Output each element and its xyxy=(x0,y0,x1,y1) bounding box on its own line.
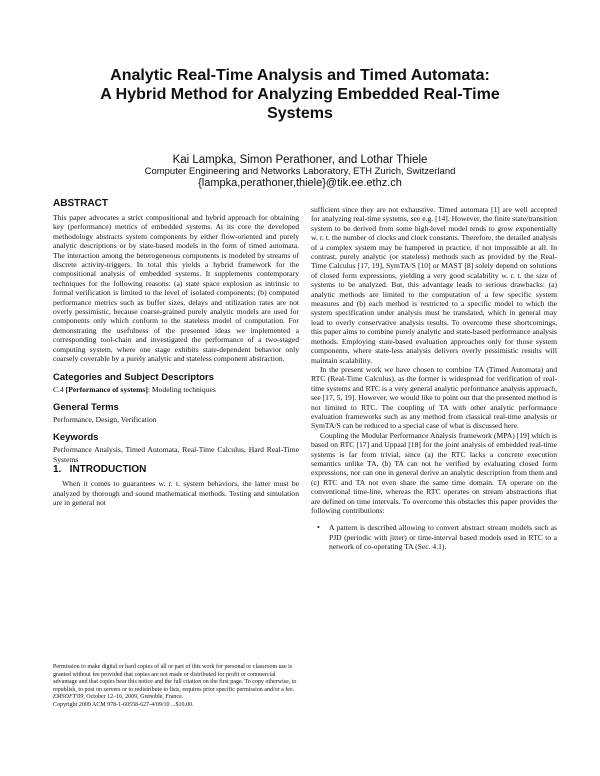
venue-details: October 12–16, 2009, Grenoble, France. xyxy=(84,694,184,701)
venue-line xyxy=(53,694,299,702)
bullet-icon: • xyxy=(317,523,320,533)
categories-rest: : Modeling techniques xyxy=(147,384,216,394)
categories-code: C.4 xyxy=(53,384,64,394)
list-item xyxy=(317,523,557,552)
intro-continued-paragraph: sufficient since they are not exhaustive. Timed automata [1] are well accepted for analyzing real-time systems, see e.g. [14]. However, the finite state/transition system to be derived from some high-level model tends to grow exponentially w. r. t. the number of clocks and clock constants. Therefore, the detailed analysis of a complex system may be hampered in practice, if not impossible at all. In contrast, purely analytic (or stateless) methods such as provided by the Real-Time Calculus [17, 19], SymTA/S [10] or MAST [8] solely depend on solutions of closed form expressions, yielding a very good scalability w. r. t. the size of systems to be analyzed. But, this advantage leads to serious drawbacks: (a) analytic methods are limited to the computation of a few specific system measures and (b) each method is restricted to a specific model to which the system specification under analysis must be translated, which in general may lead to overly conservative analysis results. To overcome these shortcomings, this paper aims to combine purely analytic and state-based performance analysis methods. Employing state-based evaluation approaches only for those system components, where state-less analysis delivers overly pessimistic results will maintain scalability. xyxy=(311,205,557,365)
intro-paragraph-2: In the present work we have chosen to combine TA (Timed Automata) and RTC (Real-Time Calculus), as the former is widespread for verification of real-time systems and RTC is a very general analytic performance analysis approach, see [17, 5, 19]. However, we would like to point out that the presented method is not limited to RTC. The coupling of TA with other analytic performance evaluation frameworks such as any method from classical real-time analysis or SymTA/S can be reduced to a special case of what is discussed here. xyxy=(311,364,557,431)
categories-text xyxy=(53,385,299,394)
title-line-1: Analytic Real-Time Analysis and Timed Automata: xyxy=(110,67,490,84)
introduction-paragraph: When it comes to guarantees w. r. t. system behaviors, the latter must be analyzed by thorough and sound mathematical methods. Testing and simulation are in general not xyxy=(53,479,299,507)
abstract-text: This paper advocates a strict compositional and hybrid approach for obtaining key (performance) metrics of embedded systems. At its core the developed methodology abstracts system components by either flow-oriented and purely analytic descriptions or by state-based models in the form of timed automata. The interaction among the heterogeneous components is modeled by streams of discrete activity-triggers. In total this yields a hybrid framework for the compositional analysis of embedded systems. It supplements contemporary techniques for the following reasons: (a) state space explosion as intrinsic to formal verification is limited to the level of isolated components; (b) computed performance metrics such as buffer sizes, delays and utilization rates are not overly pessimistic, because coarse-grained purely analytic models are used for components only which conform to the stateless model of computation. For demonstrating the usefulness of the presented ideas we implemented a corresponding tool-chain and investigated the performance of a two-staged computing system, where one stage exhibits state-dependent behavior only coarsely coverable by a purely analytic and stateless component abstraction. xyxy=(53,213,299,364)
keywords-heading: Keywords xyxy=(53,432,99,444)
abstract-heading: ABSTRACT xyxy=(53,198,108,209)
permission-text: Permission to make digital or hard copies of all or part of this work for personal or classroom use is granted without fee provided that copies are not made or distributed for profit or commercial advantage and that copies bear this notice and the full citation on the first page. To copy otherwise, to republish, to post on servers or to redistribute to lists, requires prior specific permission and/or a fee. xyxy=(53,664,297,693)
contribution-1: A pattern is described allowing to convert abstract stream models such as PJD (periodic with jitter) or time-interval based models used in RTC to a network of co-operating TA (Sec. 4.1). xyxy=(329,523,557,552)
affiliation: Computer Engineering and Networks Laboratory, ETH Zurich, Switzerland xyxy=(144,166,456,177)
intro-paragraph-3: Coupling the Modular Performance Analysis framework (MPA) [19] which is based on RTC [17] and Uppaal [18] for the joint analysis of embedded real-time systems is far from trivial, since (a) the RTC lacks a concrete execution semantics unlike TA, (b) TA can not be verified by evaluating closed form expressions, nor can one in general derive an analytic description from them and (c) RTC and TA not even share the same time domain. TA operate on the conventional time-line, whereas the RTC operates on stream abstractions that are defined on time intervals. To overcome this obstacles this paper provides the following contributions: xyxy=(311,430,557,515)
keywords-text: Performance Analysis, Timed Automata, Real-Time Calculus, Hard Real-Time Systems xyxy=(53,445,299,464)
general-terms-heading: General Terms xyxy=(53,401,119,413)
contributions-list xyxy=(311,523,557,551)
left-column xyxy=(53,198,299,507)
introduction-heading: 1. INTRODUCTION xyxy=(53,464,147,476)
right-column xyxy=(311,205,557,552)
title-line-3: Systems xyxy=(267,105,333,122)
copyright-footnote xyxy=(53,664,299,710)
categories-bold: [Performance of systems] xyxy=(65,384,148,394)
general-terms-text: Performance, Design, Verification xyxy=(53,414,157,424)
categories-heading: Categories and Subject Descriptors xyxy=(53,371,215,383)
authors: Kai Lampka, Simon Perathoner, and Lothar Thiele xyxy=(172,154,428,166)
title-line-2: A Hybrid Method for Analyzing Embedded Real-Time xyxy=(100,86,500,103)
copyright-line: Copyright 2009 ACM 978-1-60558-627-4/09/10 ...$10.00. xyxy=(53,701,194,708)
venue-name: EMSOFT'09, xyxy=(53,694,85,701)
author-email: {lampka,perathoner,thiele}@tik.ee.ethz.ch xyxy=(198,177,402,189)
paper-title xyxy=(60,66,540,123)
